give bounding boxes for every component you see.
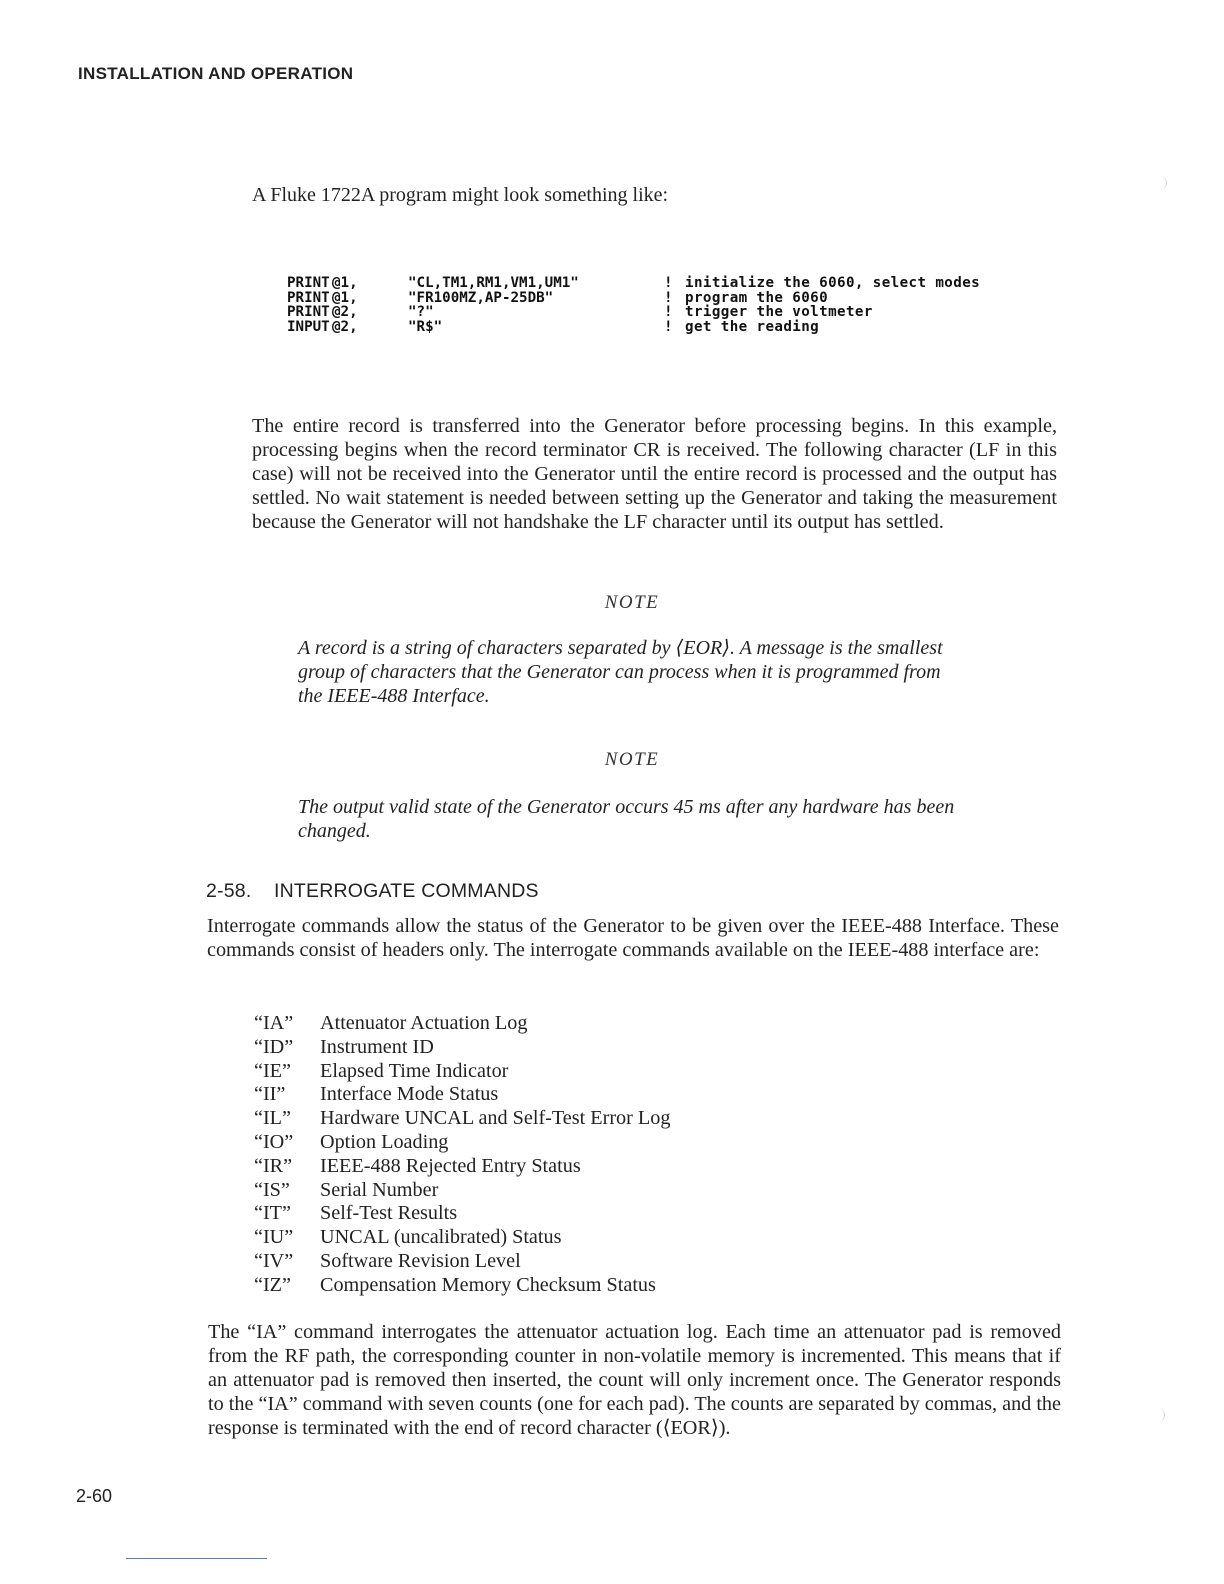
- code-comment: get the reading: [685, 318, 820, 335]
- command-code: “IT”: [254, 1202, 291, 1225]
- code-command: INPUT: [287, 318, 330, 335]
- footer-divider: [126, 1558, 267, 1559]
- code-argument: "R$": [408, 318, 443, 335]
- command-description: Hardware UNCAL and Self-Test Error Log: [320, 1107, 671, 1130]
- code-argument: "?": [408, 304, 434, 321]
- command-description: Elapsed Time Indicator: [320, 1059, 509, 1082]
- page-section-header: INSTALLATION AND OPERATION: [78, 64, 354, 83]
- command-code: “IL”: [254, 1107, 291, 1130]
- code-device: @2,: [332, 318, 358, 335]
- note-title: NOTE: [604, 592, 660, 613]
- code-comment: program the 6060: [685, 289, 829, 306]
- scan-artifact: [1160, 176, 1167, 190]
- intro-sentence: A Fluke 1722A program might look something like:: [252, 184, 669, 206]
- scan-artifact: [1158, 1408, 1165, 1422]
- code-comment-marker: !: [664, 275, 673, 291]
- command-description: Software Revision Level: [320, 1249, 521, 1272]
- code-device: @2,: [332, 304, 358, 321]
- code-device: @1,: [332, 275, 358, 291]
- list-item: [254, 1036, 670, 1060]
- note-body: A record is a string of characters separated by ⟨EOR⟩. A message is the smallest group of characters that the Generator can process when it is programmed from the IEEE-488 Interface.: [298, 637, 943, 707]
- command-code: “II”: [254, 1083, 286, 1106]
- command-description: Self-Test Results: [320, 1202, 458, 1225]
- list-item: [254, 1107, 670, 1131]
- command-description: Attenuator Actuation Log: [320, 1012, 528, 1034]
- command-code: “IS”: [254, 1178, 290, 1201]
- command-code: “IA”: [254, 1012, 294, 1034]
- command-description: IEEE-488 Rejected Entry Status: [320, 1154, 581, 1177]
- command-code: “IE”: [254, 1059, 291, 1082]
- code-line: [287, 320, 1087, 335]
- list-item: [254, 1202, 670, 1226]
- code-comment-marker: !: [664, 289, 673, 306]
- list-item: [254, 1060, 670, 1084]
- command-code: “IV”: [254, 1249, 294, 1272]
- command-code: “IO”: [254, 1130, 294, 1153]
- list-item: [254, 1155, 670, 1179]
- record-transfer-paragraph: The entire record is transferred into the Generator before processing begins. In this example, processing begins when the record terminator CR is received. The following character (LF in this case) will not be received into the Generator until the entire record is processed and the output has settled. No wait statement is needed between setting up the Generator and taking the measurement because the Generator will not handshake the LF character until its output has settled.: [252, 415, 1057, 533]
- command-code: “ID”: [254, 1035, 294, 1058]
- page-number: 2-60: [76, 1486, 113, 1506]
- list-item: [254, 1250, 670, 1274]
- code-command: PRINT: [287, 275, 330, 291]
- code-line: [287, 291, 1087, 306]
- code-line: [287, 305, 1087, 320]
- command-description: Interface Mode Status: [320, 1083, 499, 1106]
- command-description: Serial Number: [320, 1178, 439, 1201]
- code-comment: initialize the 6060, select modes: [685, 275, 981, 291]
- ia-command-paragraph: The “IA” command interrogates the attenuator actuation log. Each time an attenuator pad is removed from the RF path, the corresponding counter in non-volatile memory is incremented. This means that if an attenuator pad is removed then inserted, the count will only increment once. The Generator responds to the “IA” command with seven counts (one for each pad). The counts are separated by commas, and the response is terminated with the end of record character (⟨EOR⟩).: [208, 1321, 1061, 1439]
- command-code: “IZ”: [254, 1273, 291, 1296]
- list-item: [254, 1274, 670, 1298]
- section-number: 2-58.: [206, 880, 252, 902]
- note-title: NOTE: [604, 749, 660, 770]
- list-item: [254, 1131, 670, 1155]
- list-item: [254, 1083, 670, 1107]
- code-command: PRINT: [287, 304, 330, 321]
- code-argument: "FR100MZ,AP-25DB": [408, 289, 554, 306]
- list-item: [254, 1179, 670, 1203]
- code-line: [287, 276, 1087, 291]
- code-argument: "CL,TM1,RM1,VM1,UM1": [408, 275, 579, 291]
- list-item: [254, 1012, 670, 1036]
- command-description: Instrument ID: [320, 1035, 434, 1058]
- interrogate-intro-paragraph: Interrogate commands allow the status of the Generator to be given over the IEEE-488 Interface. These commands consist of headers only. The interrogate commands available on the IEEE-488 interface are:: [207, 915, 1059, 961]
- command-description: Option Loading: [320, 1130, 449, 1153]
- code-comment-marker: !: [664, 318, 673, 335]
- interrogate-command-list: [254, 1012, 670, 1298]
- code-comment-marker: !: [664, 304, 673, 321]
- code-listing: [287, 276, 1087, 334]
- command-code: “IU”: [254, 1226, 294, 1249]
- code-comment: trigger the voltmeter: [685, 304, 873, 321]
- command-description: UNCAL (uncalibrated) Status: [320, 1226, 562, 1249]
- section-title: INTERROGATE COMMANDS: [274, 880, 539, 902]
- list-item: [254, 1226, 670, 1250]
- command-code: “IR”: [254, 1154, 293, 1177]
- section-heading: [206, 880, 539, 903]
- note-body: The output valid state of the Generator occurs 45 ms after any hardware has been changed.: [298, 796, 955, 842]
- command-description: Compensation Memory Checksum Status: [320, 1273, 656, 1296]
- code-device: @1,: [332, 289, 358, 306]
- code-command: PRINT: [287, 289, 330, 306]
